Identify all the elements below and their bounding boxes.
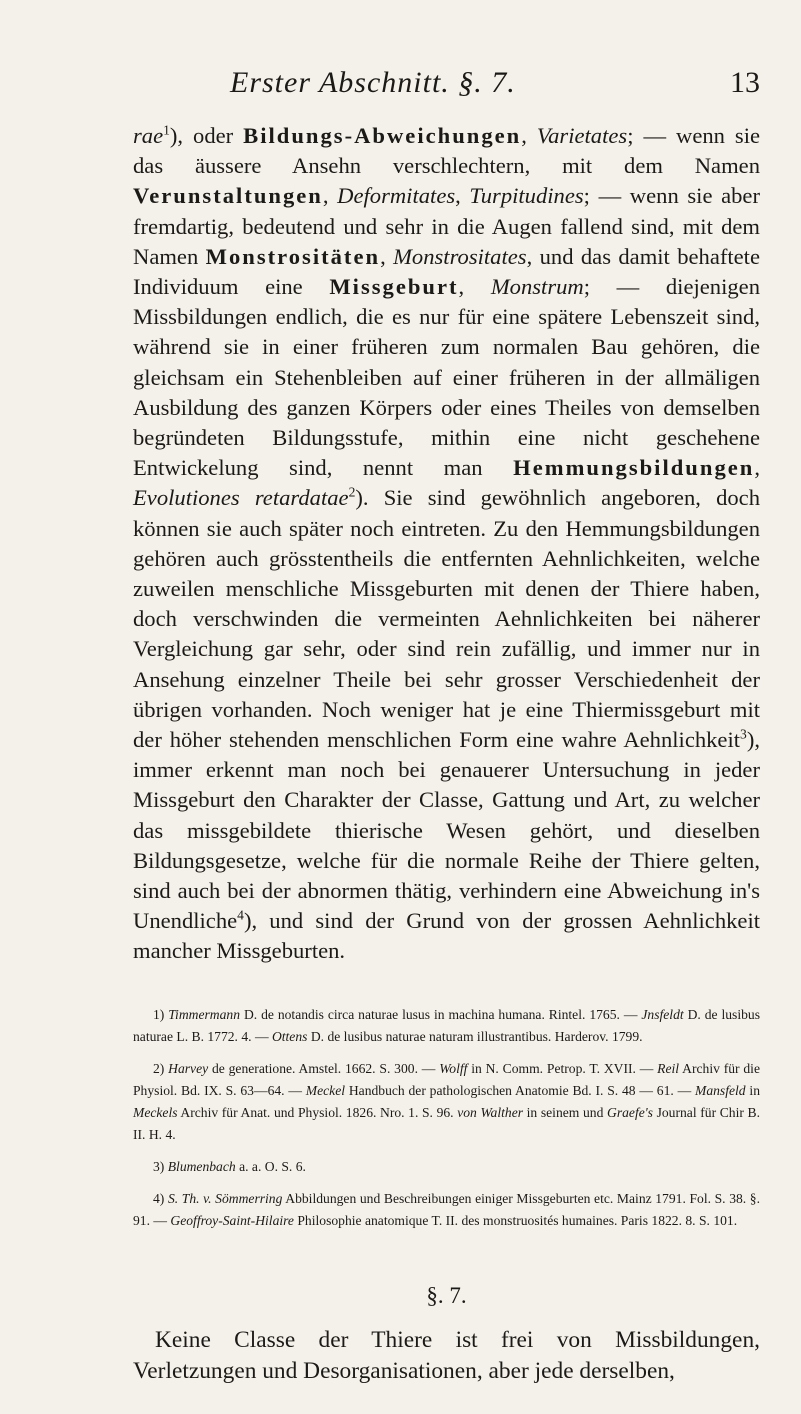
latin-term: Turpitudines: [469, 183, 584, 209]
footnote-ref: 2: [348, 484, 356, 500]
spaced-term: Monstrositäten: [205, 243, 381, 269]
latin-term: Evolutiones retardatae: [133, 485, 349, 511]
footnote-3: [133, 1156, 760, 1178]
text-run: ), immer erkennt man noch bei genauerer Untersuchung in jeder Missgeburt den Charakter der Classe, Gattung und Art, zu welcher das missgebildete thierische Wesen gehört, und dieselben Bildungsgesetze, welche für die normale Reihe der Thiere gelten, sind auch bei der abnormen thätig, verhindern eine Abweichung in's Unendliche: [133, 727, 760, 934]
text-run: ; — wenn sie das äussere Ansehn verschlechtern, mit dem Namen: [133, 123, 760, 179]
page-number: 13: [730, 66, 760, 99]
author-name: Timmermann: [168, 1007, 241, 1022]
footnote-number: 3): [153, 1159, 168, 1174]
text-run: rae: [133, 123, 164, 148]
citation-text: Archiv für die Physiol. Bd. IX. S. 63—64. —: [133, 1061, 760, 1098]
citation-text: a. a. O. S. 6.: [235, 1159, 306, 1174]
author-name: Graefe's: [607, 1105, 653, 1120]
spaced-term: Hemmungsbildungen: [513, 455, 755, 481]
latin-term: Monstrositates: [393, 243, 527, 269]
footnote-ref: 1: [163, 122, 170, 138]
latin-term: Varietates: [536, 123, 628, 148]
author-name: Geoffroy-Saint-Hilaire: [170, 1213, 294, 1228]
text-run: ,: [380, 243, 394, 269]
author-name: Jnsfeldt: [641, 1007, 684, 1022]
author-name: Reil: [657, 1061, 680, 1076]
author-name: Ottens: [271, 1029, 308, 1044]
footnote-number: 2): [153, 1061, 169, 1076]
citation-text: Archiv für Anat. und Physiol. 1826. Nro. 1. S. 96.: [177, 1105, 458, 1120]
citation-text: D. de notandis circa naturae lusus in machina humana. Rintel. 1765. —: [240, 1007, 642, 1022]
footnote-1: [133, 1004, 760, 1048]
footnotes: [133, 1004, 760, 1242]
citation-text: Handbuch der pathologischen Anatomie Bd. I. S. 48 — 61. —: [345, 1083, 696, 1098]
author-name: von Walther: [457, 1105, 524, 1120]
latin-term: Monstrum: [490, 274, 584, 300]
running-title: Erster Abschnitt. §. 7.: [230, 66, 516, 99]
spaced-term: Bildungs-Abweichungen: [243, 123, 522, 148]
text-run: ; — wenn sie aber fremdartig, bedeutend und sehr in die Augen fallend sind, mit dem Namen: [133, 183, 760, 269]
text-run: ,: [322, 183, 338, 209]
text-run: , und das damit behaftete Individuum eine: [133, 243, 760, 300]
text-run: ). Sie sind gewöhnlich angeboren, doch können sie auch später noch eintreten. Zu den Hemmungsbildungen gehören auch grösstentheils die entfernten Aehnlichkeiten, welche zuweilen menschliche Missgeburten mit denen der Thiere haben, doch verschwinden die vermeinten Aehnlichkeiten bei näherer Vergleichung gar sehr, oder sind rein zufällig, und immer nur in Ansehung einzelner Theile bei sehr grosser Verschiedenheit der übrigen vorhanden. Noch weniger hat je eine Thiermissgeburt mit der höher stehenden menschlichen Form eine wahre Aehnlichkeit: [133, 485, 760, 753]
text-run: ,: [458, 274, 491, 300]
spaced-term: Verunstaltungen: [133, 183, 323, 209]
citation-text: D. de lusibus naturae naturam illustrantibus. Harderov. 1799.: [307, 1029, 643, 1044]
citation-text: in seinem und: [523, 1105, 608, 1120]
footnote-number: 4): [153, 1191, 168, 1206]
citation-text: D. de lusibus naturae L. B. 1772. 4. —: [133, 1007, 760, 1044]
section-heading: §. 7.: [426, 1283, 467, 1308]
citation-text: Journal für Chir B. II. H. 4.: [133, 1105, 760, 1142]
text-run: ,: [521, 123, 537, 148]
paragraph: [133, 121, 760, 967]
citation-text: Philosophie anatomique T. II. des monstruosités humaines. Paris 1822. 8. S. 101.: [293, 1213, 738, 1228]
footnote-ref: 4: [237, 907, 244, 923]
author-name: Mansfeld: [695, 1083, 746, 1098]
spaced-term: Missgeburt: [329, 274, 459, 300]
footnote-2: [133, 1058, 760, 1146]
author-name: S. Th. v. Sömmerring: [167, 1191, 283, 1206]
paragraph: Keine Classe der Thiere ist frei von Missbildungen, Verletzungen und Desorganisationen, aber jede derselben,: [133, 1327, 760, 1384]
citation-text: in N. Comm. Petrop. T. XVII. —: [467, 1061, 658, 1076]
text-run: ), oder: [169, 123, 244, 148]
citation-text: Abbildungen und Beschreibungen einiger Missgeburten etc. Mainz 1791. Fol. S. 38. §. 91. —: [133, 1191, 761, 1228]
author-name: Harvey: [168, 1061, 209, 1076]
footnote-number: 1): [153, 1007, 169, 1022]
text-run: ), und sind der Grund von der grossen Aehnlichkeit mancher Missgeburten.: [133, 908, 760, 964]
text-run: ,: [754, 455, 760, 481]
footnote-ref: 3: [740, 726, 747, 742]
text-run: ; — diejenigen Missbildungen endlich, die es nur für eine spätere Lebenszeit sind, während sie in einer früheren zum normalen Bau gehören, die gleichsam ein Stehenbleiben auf einer früheren in der allmäligen Ausbildung des ganzen Körpers oder eines Theiles von demselben begründeten Bildungsstufe, mithin eine nicht geschehene Entwickelung sind, nennt man: [133, 274, 760, 481]
text-run: ,: [455, 183, 470, 209]
author-name: Wolff: [439, 1061, 468, 1076]
citation-text: in: [745, 1083, 760, 1098]
main-paragraph: [133, 121, 760, 967]
running-header: [130, 66, 760, 106]
next-section-text: [133, 1325, 760, 1387]
author-name: Meckel: [305, 1083, 346, 1098]
author-name: Blumenbach: [167, 1159, 236, 1174]
latin-term: Deformitates: [337, 183, 456, 209]
citation-text: de generatione. Amstel. 1662. S. 300. —: [208, 1061, 440, 1076]
footnote-4: [133, 1188, 760, 1232]
author-name: Meckels: [133, 1105, 178, 1120]
